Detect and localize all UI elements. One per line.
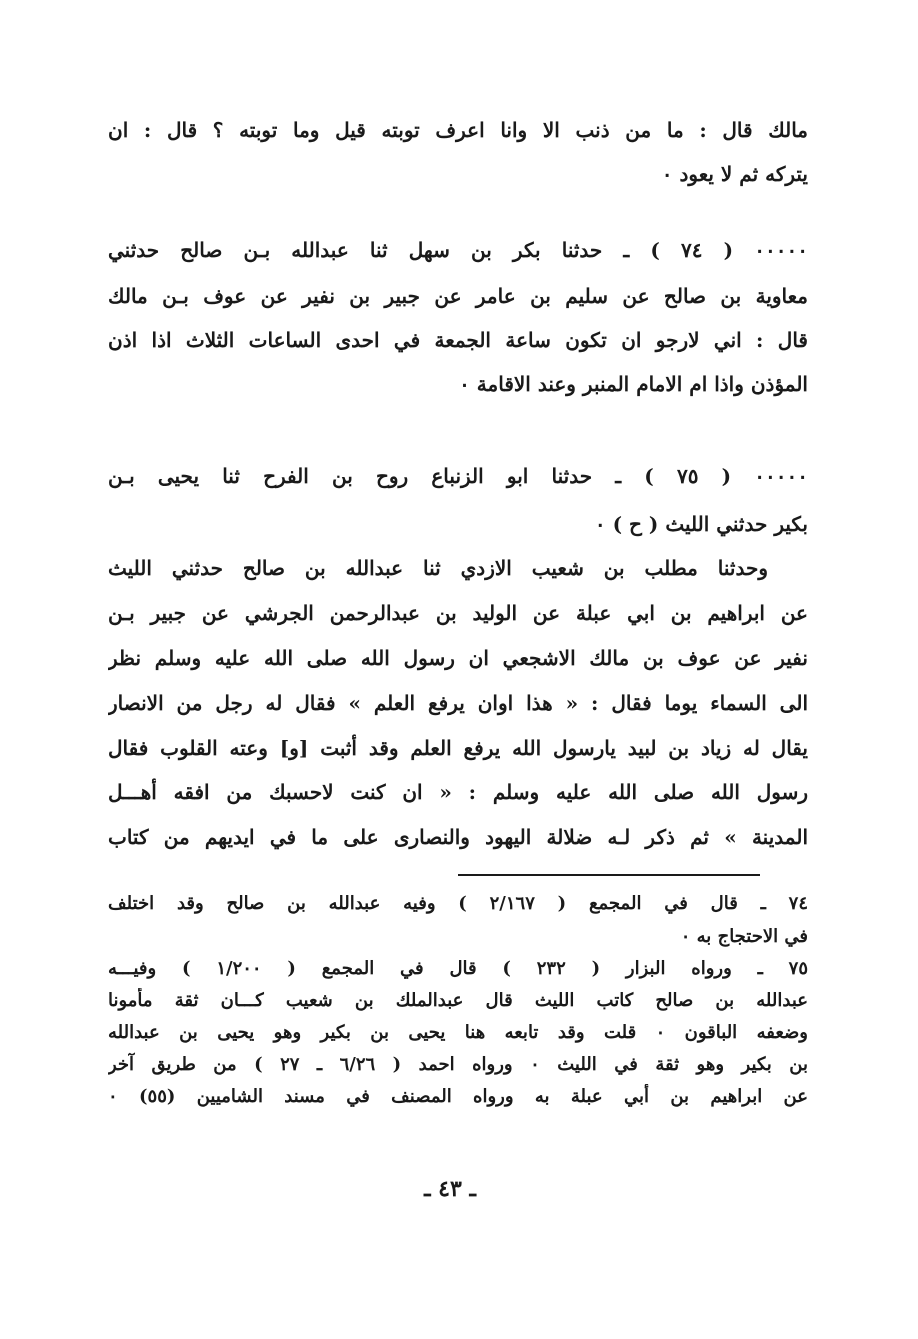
page-number: ـ ٤٣ ـ — [424, 1176, 476, 1202]
text-line: قال : اني لارجو ان تكون ساعة الجمعة في احدى الساعات الثلاث اذا اذن — [108, 328, 808, 352]
footnote-separator — [458, 874, 760, 876]
footnote-line: ٧٤ ـ قال في المجمع ( ٢/١٦٧ ) وفيه عبدالله بن صالح وقد اختلف — [108, 893, 808, 914]
text-line: نفير عن عوف بن مالك الاشجعي ان رسول الله صلى الله عليه وسلم نظر — [108, 646, 808, 670]
footnote-line: بن بكير وهو ثقة في الليث ٠ ورواه احمد ( ٦/٢٦ ـ ٢٧ ) من طريق آخر — [108, 1054, 808, 1075]
text-line: بكير حدثني الليث ( ح ) ٠ — [594, 512, 808, 536]
footnote-line: وضعفه الباقون ٠ قلت وقد تابعه هنا يحيى بن بكير وهو يحيى بن عبدالله — [108, 1022, 808, 1043]
text-line: الى السماء يوما فقال : « هذا اوان يرفع العلم » فقال له رجل من الانصار — [108, 691, 808, 715]
text-line: وحدثنا مطلب بن شعيب الازدي ثنا عبدالله بن صالح حدثني الليث — [108, 556, 768, 580]
footnote-line: ٧٥ ـ ورواه البزار ( ٢٣٢ ) قال في المجمع ( ١/٢٠٠ ) وفيـــه — [108, 958, 808, 979]
text-line: مالك قال : ما من ذنب الا وانا اعرف توبته قيل وما توبته ؟ قال : ان — [108, 118, 808, 142]
hadith-74-heading: ٠٠٠٠٠ ( ٧٤ ) ـ حدثنا بكر بن سهل ثنا عبدالله بـن صالح حدثني — [108, 238, 808, 262]
text-line: معاوية بن صالح عن سليم بن عامر عن جبير بن نفير عن عوف بـن مالك — [108, 284, 808, 308]
footnote-line: عبدالله بن صالح كاتب الليث قال عبدالملك بن شعيب كـــان ثقة مأمونا — [108, 990, 808, 1011]
hadith-75-heading: ٠٠٠٠٠ ( ٧٥ ) ـ حدثنا ابو الزنباع روح بن الفرح ثنا يحيى بـن — [108, 464, 808, 488]
text-line: المدينة » ثم ذكر لـه ضلالة اليهود والنصارى على ما في ايديهم من كتاب — [108, 825, 808, 849]
text-line: يتركه ثم لا يعود ٠ — [661, 162, 808, 186]
footnote-line: عن ابراهيم بن أبي عبلة به ورواه المصنف في مسند الشاميين (٥٥) ٠ — [108, 1086, 808, 1107]
footnote-line: في الاحتجاج به ٠ — [680, 926, 808, 947]
text-line: عن ابراهيم بن ابي عبلة عن الوليد بن عبدالرحمن الجرشي عن جبير بـن — [108, 601, 808, 625]
text-line: يقال له زياد بن لبيد يارسول الله يرفع العلم وقد أثبت [و] وعته القلوب فقال — [108, 736, 808, 760]
text-line: المؤذن واذا ام الامام المنبر وعند الاقامة ٠ — [459, 372, 808, 396]
text-line: رسول الله صلى الله عليه وسلم : « ان كنت لاحسبك من افقه أهـــل — [108, 780, 808, 804]
